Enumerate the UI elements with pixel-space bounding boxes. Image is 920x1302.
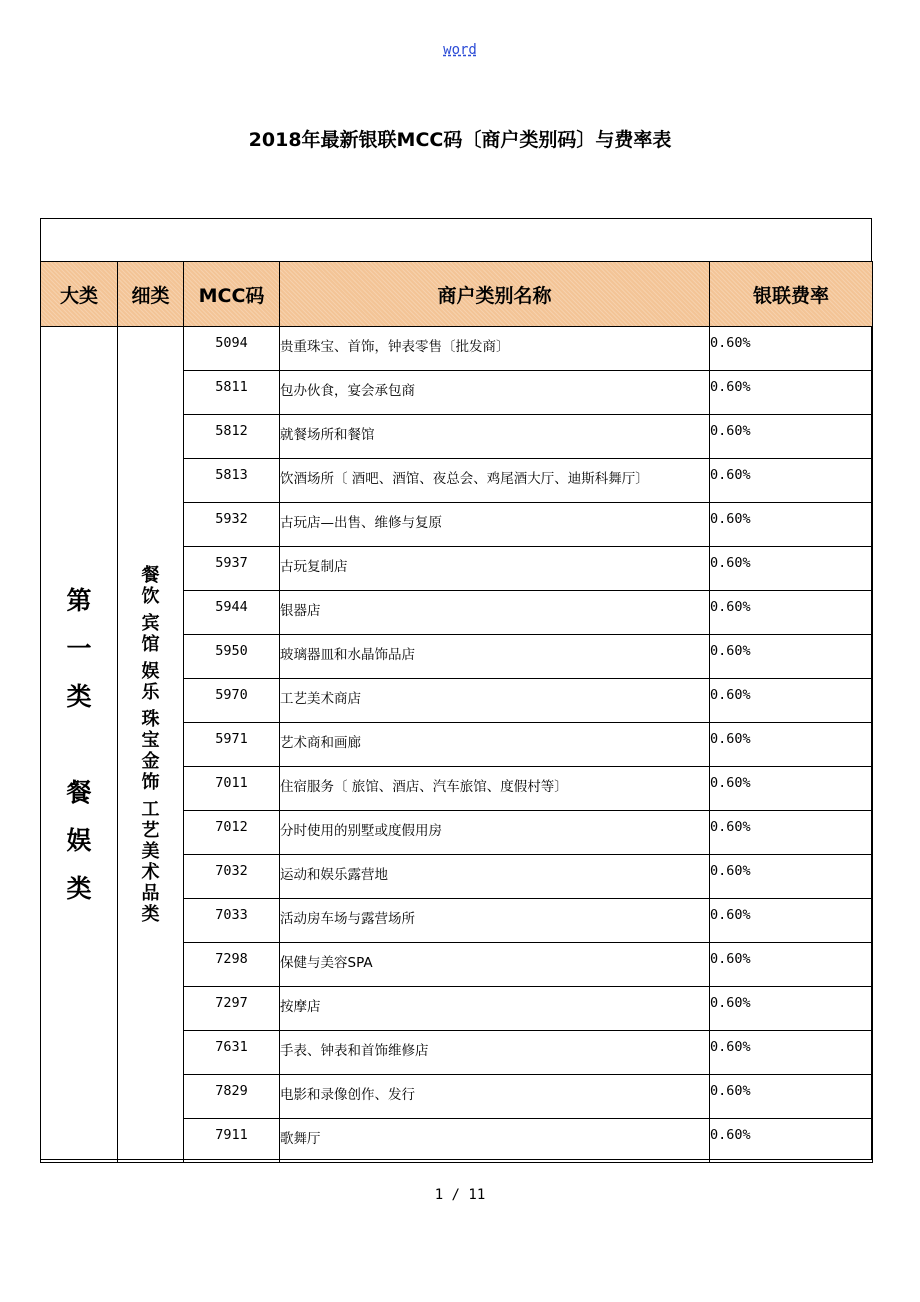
header-minor-category: 细类 <box>118 262 184 327</box>
merchant-name-cell: 贵重珠宝、首饰，钟表零售〔批发商〕 <box>280 327 710 371</box>
rate-cell: 0.60% <box>710 811 873 855</box>
header-word-link[interactable]: word <box>443 42 477 58</box>
merchant-name-cell: 电影和录像创作、发行 <box>280 1075 710 1119</box>
minor-category-cell <box>118 327 184 1163</box>
rate-cell: 0.60% <box>710 591 873 635</box>
mcc-code-cell: 5970 <box>184 679 280 723</box>
mcc-code-cell: 5932 <box>184 503 280 547</box>
minor-category-label <box>141 565 161 925</box>
major-category-label <box>63 577 95 913</box>
rate-cell: 0.60% <box>710 723 873 767</box>
header-mcc-code: MCC码 <box>184 262 280 327</box>
mcc-code-cell: 7297 <box>184 987 280 1031</box>
rate-cell: 0.60% <box>710 767 873 811</box>
rate-cell: 0.60% <box>710 503 873 547</box>
mcc-code-cell: 5811 <box>184 371 280 415</box>
mcc-code-cell: 5813 <box>184 459 280 503</box>
merchant-name-cell: 手表、钟表和首饰维修店 <box>280 1031 710 1075</box>
mcc-code-cell: 5812 <box>184 415 280 459</box>
rate-cell: 0.60% <box>710 327 873 371</box>
rate-cell: 0.60% <box>710 371 873 415</box>
minor-category-line: 工艺美术品类 <box>141 798 160 925</box>
mcc-code-cell: 7911 <box>184 1119 280 1163</box>
major-category-cell <box>41 327 118 1163</box>
page-number: 1 / 11 <box>434 1187 486 1203</box>
major-category-line: 第 <box>66 585 92 615</box>
mcc-code-cell: 7032 <box>184 855 280 899</box>
rate-cell: 0.60% <box>710 415 873 459</box>
header-merchant-name: 商户类别名称 <box>280 262 710 327</box>
major-category-line: 餐娱类 <box>66 777 92 903</box>
rate-cell: 0.60% <box>710 547 873 591</box>
minor-category-line: 餐饮 <box>141 564 160 607</box>
mcc-code-cell: 5094 <box>184 327 280 371</box>
rate-cell: 0.60% <box>710 1119 873 1163</box>
table-body <box>41 327 873 1163</box>
merchant-name-cell: 玻璃器皿和水晶饰品店 <box>280 635 710 679</box>
table-header-row <box>41 262 873 327</box>
merchant-name-cell: 包办伙食，宴会承包商 <box>280 371 710 415</box>
rate-cell: 0.60% <box>710 635 873 679</box>
major-category-line: 一 <box>66 633 92 663</box>
merchant-name-cell: 饮酒场所〔 酒吧、酒馆、夜总会、鸡尾酒大厅、迪斯科舞厅〕 <box>280 459 710 503</box>
table-row <box>41 327 873 371</box>
merchant-name-cell: 艺术商和画廊 <box>280 723 710 767</box>
mcc-code-cell: 5971 <box>184 723 280 767</box>
merchant-name-cell: 古玩复制店 <box>280 547 710 591</box>
header-unionpay-rate: 银联费率 <box>710 262 873 327</box>
merchant-name-cell: 住宿服务〔 旅馆、酒店、汽车旅馆、度假村等〕 <box>280 767 710 811</box>
rate-cell: 0.60% <box>710 1031 873 1075</box>
mcc-code-cell: 7631 <box>184 1031 280 1075</box>
merchant-name-cell: 按摩店 <box>280 987 710 1031</box>
rate-cell: 0.60% <box>710 943 873 987</box>
header-major-category: 大类 <box>41 262 118 327</box>
rate-cell: 0.60% <box>710 899 873 943</box>
minor-category-line: 珠宝金饰 <box>141 708 160 793</box>
merchant-name-cell: 银器店 <box>280 591 710 635</box>
merchant-name-cell: 古玩店—出售、维修与复原 <box>280 503 710 547</box>
merchant-name-cell: 就餐场所和餐馆 <box>280 415 710 459</box>
mcc-rate-table <box>40 261 873 1163</box>
rate-cell: 0.60% <box>710 459 873 503</box>
minor-category-line: 娱乐 <box>141 660 160 703</box>
mcc-code-cell: 5937 <box>184 547 280 591</box>
rate-cell: 0.60% <box>710 987 873 1031</box>
mcc-code-cell: 7829 <box>184 1075 280 1119</box>
mcc-code-cell: 5950 <box>184 635 280 679</box>
merchant-name-cell: 分时使用的别墅或度假用房 <box>280 811 710 855</box>
minor-category-line: 宾馆 <box>141 612 160 655</box>
major-category-line: 类 <box>66 681 92 711</box>
merchant-name-cell: 保健与美容SPA <box>280 943 710 987</box>
rate-cell: 0.60% <box>710 679 873 723</box>
merchant-name-cell: 歌舞厅 <box>280 1119 710 1163</box>
mcc-code-cell: 7033 <box>184 899 280 943</box>
major-category-line <box>63 721 95 769</box>
mcc-code-cell: 5944 <box>184 591 280 635</box>
merchant-name-cell: 工艺美术商店 <box>280 679 710 723</box>
document-title: 2018年最新银联MCC码〔商户类别码〕与费率表 <box>248 129 672 151</box>
rate-cell: 0.60% <box>710 855 873 899</box>
merchant-name-cell: 活动房车场与露营场所 <box>280 899 710 943</box>
mcc-code-cell: 7012 <box>184 811 280 855</box>
mcc-code-cell: 7011 <box>184 767 280 811</box>
merchant-name-cell: 运动和娱乐露营地 <box>280 855 710 899</box>
rate-cell: 0.60% <box>710 1075 873 1119</box>
mcc-code-cell: 7298 <box>184 943 280 987</box>
